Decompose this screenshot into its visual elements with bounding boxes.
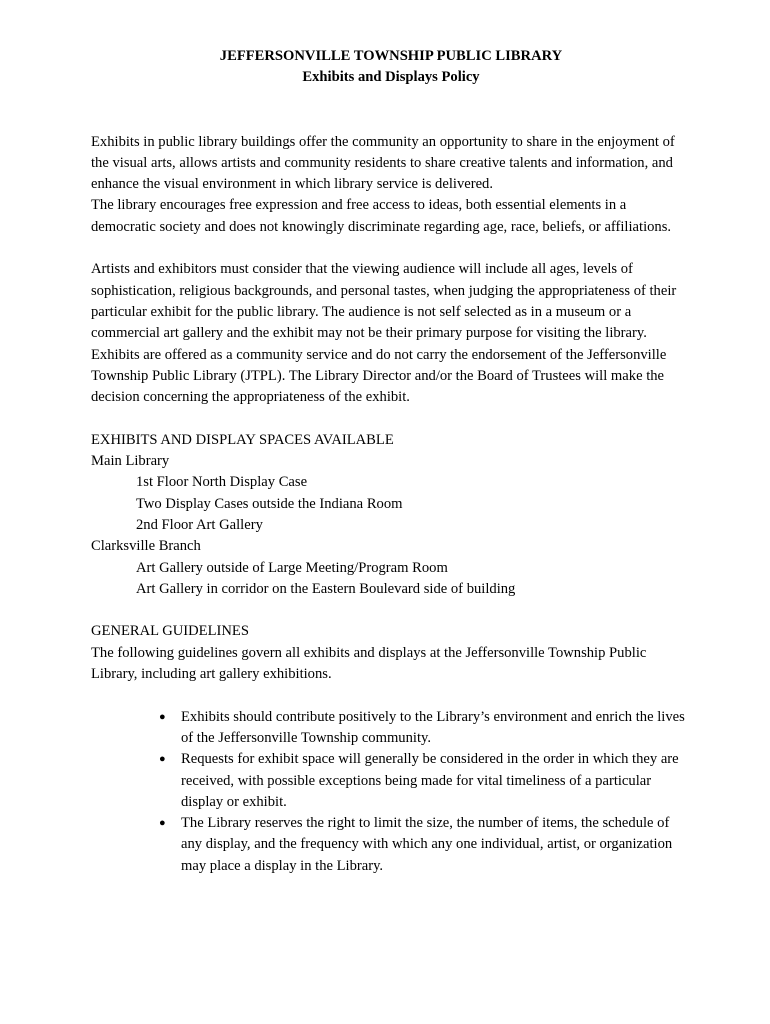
guideline-text: Requests for exhibit space will generally be considered in the order in which they are received, with possible exceptions being made for vital timeliness of a particular display or exhibit. [181, 751, 679, 810]
document-page [91, 46, 691, 877]
bullet-icon: ● [159, 817, 166, 830]
guidelines-intro: The following guidelines govern all exhibits and displays at the Jeffersonville Township Public Library, including art gallery exhibitions. [91, 644, 647, 683]
bullet-icon: ● [159, 753, 166, 766]
guideline-item [159, 813, 691, 877]
document-title: JEFFERSONVILLE TOWNSHIP PUBLIC LIBRARY [219, 48, 563, 64]
main-library-label: Main Library [91, 453, 170, 470]
main-library-item: 1st Floor North Display Case [136, 474, 308, 491]
spaces-heading: EXHIBITS AND DISPLAY SPACES AVAILABLE [91, 431, 394, 448]
main-library-item: 2nd Floor Art Gallery [136, 516, 263, 533]
guideline-text: Exhibits should contribute positively to the Library’s environment and enrich the lives of the Jeffersonville Township community. [181, 708, 685, 746]
guideline-item [159, 707, 691, 750]
intro-paragraph-2: The library encourages free expression and free access to ideas, both essential elements in a democratic society and does not knowingly discriminate regarding age, race, beliefs, or affiliations. [91, 197, 672, 235]
guidelines-heading: GENERAL GUIDELINES [91, 623, 249, 640]
branch-item: Art Gallery in corridor on the Eastern Boulevard side of building [136, 580, 516, 597]
main-library-item: Two Display Cases outside the Indiana Room [136, 495, 403, 512]
guideline-text: The Library reserves the right to limit the size, the number of items, the schedule of any display, and the frequency with which any one individual, artist, or organization may place a display in the Library. [181, 815, 673, 874]
audience-paragraph: Artists and exhibitors must consider that the viewing audience will include all ages, levels of sophistication, religious backgrounds, and personal tastes, when judging the appropriateness of their particular exhibit for the public library. The audience is not self selected as in a museum or a commercial art gallery and the exhibit may not be their primary purpose for visiting the library. Exhibits are offered as a community service and do not carry the endorsement of the Jeffersonville Township Public Library (JTPL). The Library Director and/or the Board of Trustees will make the decision concerning the appropriateness of the exhibit. [91, 261, 677, 406]
guidelines-list [91, 707, 691, 877]
intro-paragraph-1: Exhibits in public library buildings offer the community an opportunity to share in the enjoyment of the visual arts, allows artists and community residents to share creative talents and information, and enhance the visual environment in which library service is delivered. [91, 133, 675, 193]
branch-item: Art Gallery outside of Large Meeting/Program Room [136, 559, 448, 576]
bullet-icon: ● [159, 710, 166, 723]
guideline-item [159, 749, 691, 813]
document-subtitle: Exhibits and Displays Policy [302, 69, 480, 86]
branch-label: Clarksville Branch [91, 538, 201, 555]
